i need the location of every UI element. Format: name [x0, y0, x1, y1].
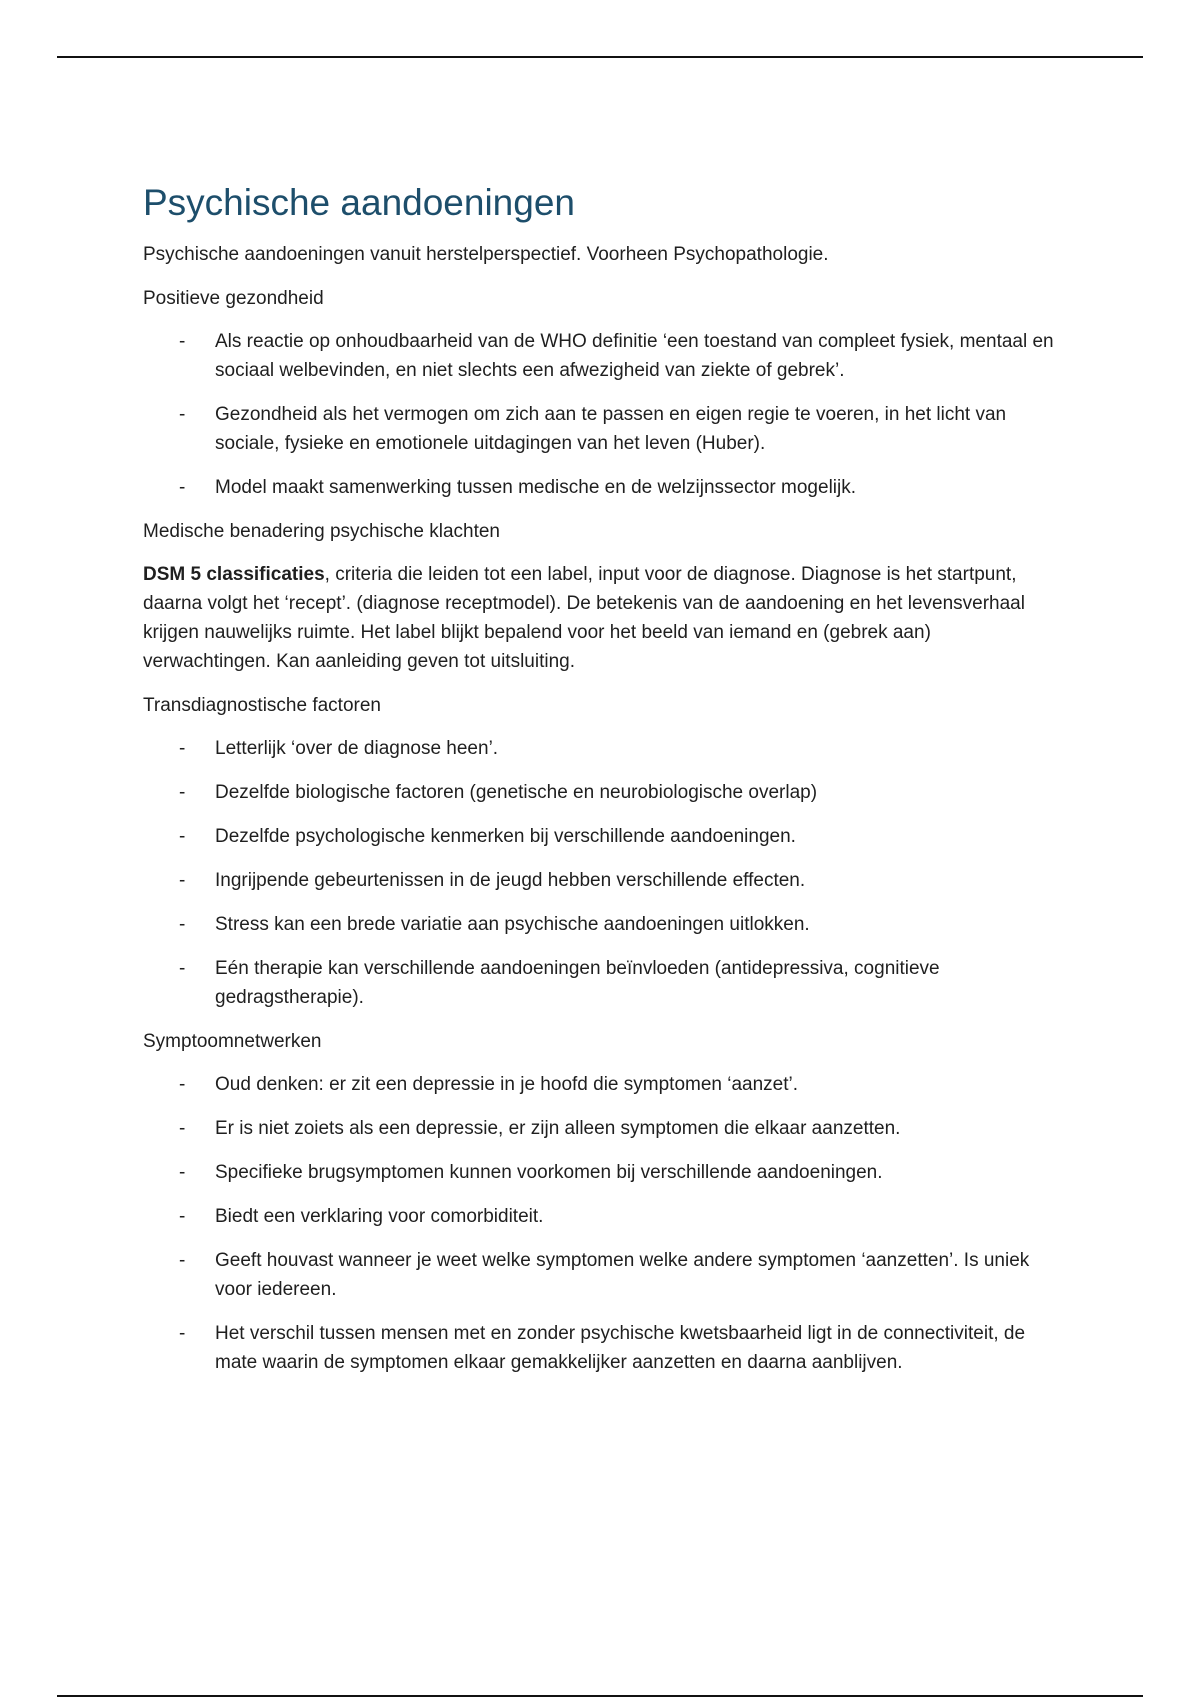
section-heading-medical: Medische benadering psychische klachten — [143, 521, 500, 542]
intro-paragraph: Psychische aandoeningen vanuit herstelperspectief. Voorheen Psychopathologie. — [143, 244, 829, 265]
list-item: - Letterlijk ‘over de diagnose heen’. — [143, 734, 1058, 763]
section-heading-symptom-networks: Symptoomnetwerken — [143, 1031, 322, 1052]
document-body — [143, 178, 1058, 1392]
list-item: - Model maakt samenwerking tussen medische en de welzijnssector mogelijk. — [143, 473, 1058, 502]
list-item: - Eén therapie kan verschillende aandoeningen beïnvloeden (antidepressiva, cognitieve gedragstherapie). — [143, 954, 1058, 1012]
list-item: - Oud denken: er zit een depressie in je hoofd die symptomen ‘aanzet’. — [143, 1070, 1058, 1099]
dash-bullet: - — [179, 477, 186, 498]
footer-rule — [57, 1695, 1143, 1697]
page-title: Psychische aandoeningen — [143, 182, 575, 223]
list-positive-health — [143, 327, 1058, 502]
list-transdiagnostic — [143, 734, 1058, 1012]
list-item: - Specifieke brugsymptomen kunnen voorkomen bij verschillende aandoeningen. — [143, 1158, 1058, 1187]
header-rule — [57, 56, 1143, 58]
list-symptom-networks — [143, 1070, 1058, 1377]
dash-bullet: - — [179, 331, 186, 352]
list-item: - Dezelfde biologische factoren (genetische en neurobiologische overlap) — [143, 778, 1058, 807]
dash-bullet: - — [179, 404, 186, 425]
dash-bullet: - — [179, 914, 186, 935]
dash-bullet: - — [179, 1323, 186, 1344]
dash-bullet: - — [179, 1206, 186, 1227]
list-item: - Geeft houvast wanneer je weet welke symptomen welke andere symptomen ‘aanzetten’. Is uniek voor iedereen. — [143, 1246, 1058, 1304]
dash-bullet: - — [179, 782, 186, 803]
section-heading-transdiagnostic: Transdiagnostische factoren — [143, 695, 381, 716]
list-item: - Als reactie op onhoudbaarheid van de WHO definitie ‘een toestand van compleet fysiek, mentaal en sociaal welbevinden, en niet slechts een afwezigheid van ziekte of gebrek’. — [143, 327, 1058, 385]
dash-bullet: - — [179, 958, 186, 979]
dash-bullet: - — [179, 1074, 186, 1095]
list-item: - Stress kan een brede variatie aan psychische aandoeningen uitlokken. — [143, 910, 1058, 939]
dash-bullet: - — [179, 1162, 186, 1183]
list-item: - Ingrijpende gebeurtenissen in de jeugd hebben verschillende effecten. — [143, 866, 1058, 895]
section-heading-positive-health: Positieve gezondheid — [143, 288, 324, 309]
list-item: - Er is niet zoiets als een depressie, er zijn alleen symptomen die elkaar aanzetten. — [143, 1114, 1058, 1143]
list-item: - Gezondheid als het vermogen om zich aan te passen en eigen regie te voeren, in het licht van sociale, fysieke en emotionele uitdagingen van het leven (Huber). — [143, 400, 1058, 458]
dsm-bold-lead: DSM 5 classificaties — [143, 564, 325, 585]
dash-bullet: - — [179, 738, 186, 759]
dsm-paragraph-text: , criteria die leiden tot een label, input voor de diagnose. Diagnose is het startpunt, daarna volgt het ‘recept’. (diagnose receptmodel). De betekenis van de aandoening en het levensverhaal krijgen nauwelijks ruimte. Het label blijkt bepalend voor het beeld van iemand en (gebrek aan) verwachtingen. Kan aanleiding geven tot uitsluiting. — [143, 564, 1025, 672]
dash-bullet: - — [179, 1250, 186, 1271]
dash-bullet: - — [179, 826, 186, 847]
dash-bullet: - — [179, 870, 186, 891]
list-item: - Het verschil tussen mensen met en zonder psychische kwetsbaarheid ligt in de connectiviteit, de mate waarin de symptomen elkaar gemakkelijker aanzetten en daarna aanblijven. — [143, 1319, 1058, 1377]
dash-bullet: - — [179, 1118, 186, 1139]
dsm-paragraph — [143, 560, 1058, 676]
list-item: - Dezelfde psychologische kenmerken bij verschillende aandoeningen. — [143, 822, 1058, 851]
list-item: - Biedt een verklaring voor comorbiditeit. — [143, 1202, 1058, 1231]
